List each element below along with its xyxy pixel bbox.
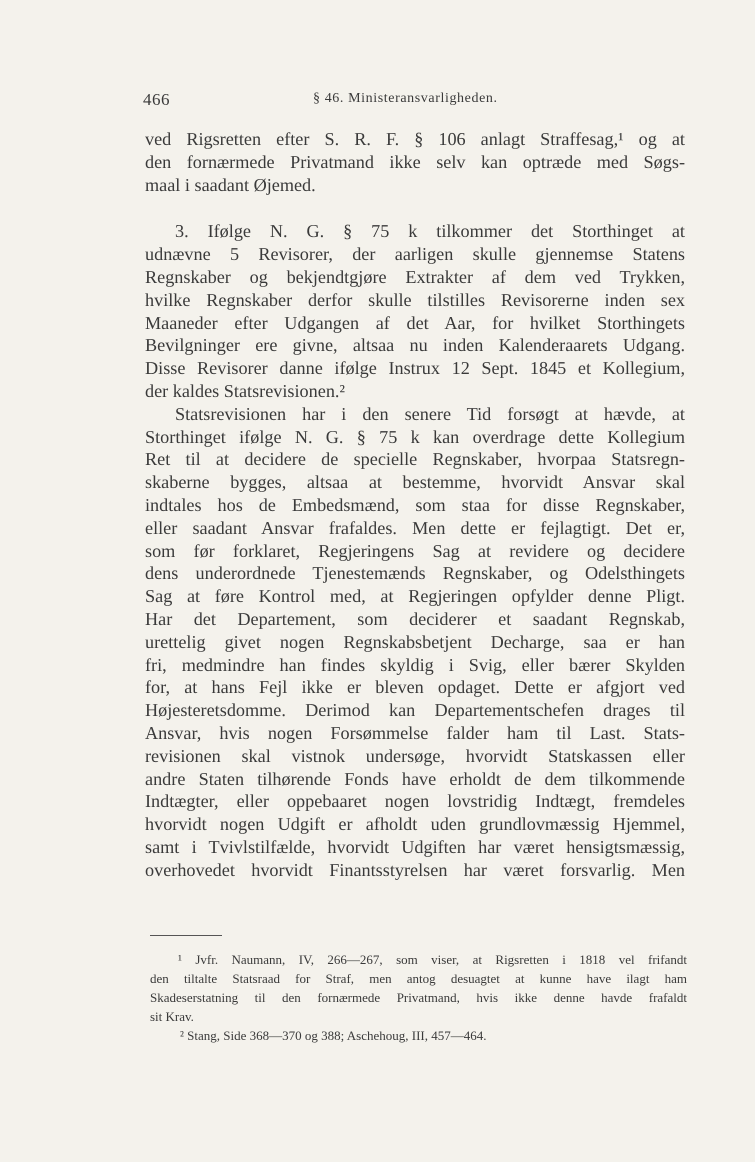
text-line: fri, medmindre han findes skyldig i Svig, eller bærer Skylden [145, 654, 685, 675]
text-line: maal i saadant Øjemed. [145, 174, 316, 195]
text-line: Har det Departement, som deciderer et saadant Regnskab, [145, 608, 685, 629]
text-line: eller saadant Ansvar frafaldes. Men dette er fejlagtigt. Det er, [145, 517, 685, 538]
text-line: Indtægter, eller oppebaaret nogen lovstridig Indtægt, fremdeles [145, 791, 685, 812]
text-line: som før forklaret, Regjeringens Sag at revidere og decidere [145, 540, 685, 561]
text-line: samt i Tvivlstilfælde, hvorvidt Udgiften har været hensigtsmæssig, [145, 836, 685, 857]
footnote-divider [150, 935, 222, 936]
footnotes [150, 950, 687, 1045]
text-line: Storthinget ifølge N. G. § 75 k kan overdrage dette Kollegium [145, 426, 685, 447]
text-line: der kaldes Statsrevisionen.² [145, 380, 345, 401]
text-line: Disse Revisorer danne ifølge Instrux 12 Sept. 1845 et Kollegium, [145, 358, 685, 379]
text-line: for, at hans Fejl ikke er bleven opdaget. Dette er afgjort ved [145, 677, 685, 698]
text-line: urettelig givet nogen Regnskabsbetjent Decharge, saa er han [145, 631, 685, 652]
page-number: 466 [143, 90, 170, 109]
page-header [143, 90, 703, 112]
text-line: Maaneder efter Udgangen af det Aar, for hvilket Storthingets [145, 312, 685, 333]
text-line: Sag at føre Kontrol med, at Regjeringen opfylder denne Pligt. [145, 586, 685, 607]
text-line: overhovedet hvorvidt Finantsstyrelsen har været forsvarlig. Men [145, 859, 685, 880]
footnote-line: den tiltalte Statsraad for Straf, men antog desuagtet at kunne have ilagt ham [150, 971, 687, 986]
text-line: andre Staten tilhørende Fonds have erholdt de dem tilkommende [145, 768, 685, 789]
footnote-line: ¹ Jvfr. Naumann, IV, 266—267, som viser, at Rigsretten i 1818 vel frifandt [178, 952, 687, 967]
text-line: indtales hos de Embedsmænd, som staa for disse Regnskaber, [145, 494, 685, 515]
text-line: Ansvar, hvis nogen Forsømmelse falder ham til Last. Stats- [145, 722, 685, 743]
text-line: ved Rigsretten efter S. R. F. § 106 anlagt Straffesag,¹ og at [145, 129, 685, 149]
text-line: Bevilgninger ere givne, altsaa nu inden Kalenderaarets Udgang. [145, 335, 685, 356]
text-line: Ret til at decidere de specielle Regnskaber, hvorpaa Statsregn- [145, 449, 685, 470]
text-line: skaberne bygges, altsaa at bestemme, hvorvidt Ansvar skal [145, 472, 685, 493]
footnote-line: Skadeserstatning til den fornærmede Privatmand, hvis ikke denne havde frafaldt [150, 990, 687, 1005]
text-line: Regnskaber og bekjendtgjøre Extrakter af dem ved Trykken, [145, 266, 685, 287]
text-line: hvilke Regnskaber derfor skulle tilstilles Revisorerne inden sex [145, 289, 685, 310]
footnote-line: sit Krav. [150, 1009, 194, 1024]
text-line: 3. Ifølge N. G. § 75 k tilkommer det Storthinget at [175, 221, 685, 242]
footnote-line: ² Stang, Side 368—370 og 388; Aschehoug, III, 457—464. [180, 1028, 487, 1043]
text-line: dens underordnede Tjenestemænds Regnskaber, og Odelsthingets [145, 563, 685, 584]
main-text [145, 128, 685, 882]
text-line: Statsrevisionen har i den senere Tid forsøgt at hævde, at [175, 403, 685, 424]
text-line: den fornærmede Privatmand ikke selv kan optræde med Søgs- [145, 151, 685, 172]
text-line: hvorvidt nogen Udgift er afholdt uden grundlovmæssig Hjemmel, [145, 814, 685, 835]
text-line: revisionen skal vistnok undersøge, hvorvidt Statskassen eller [145, 745, 685, 766]
running-title: § 46. Ministeransvarligheden. [313, 91, 498, 106]
text-line: Højesteretsdomme. Derimod kan Departementschefen drages til [145, 700, 685, 721]
text-line: udnævne 5 Revisorer, der aarligen skulle gjennemse Statens [145, 244, 685, 265]
